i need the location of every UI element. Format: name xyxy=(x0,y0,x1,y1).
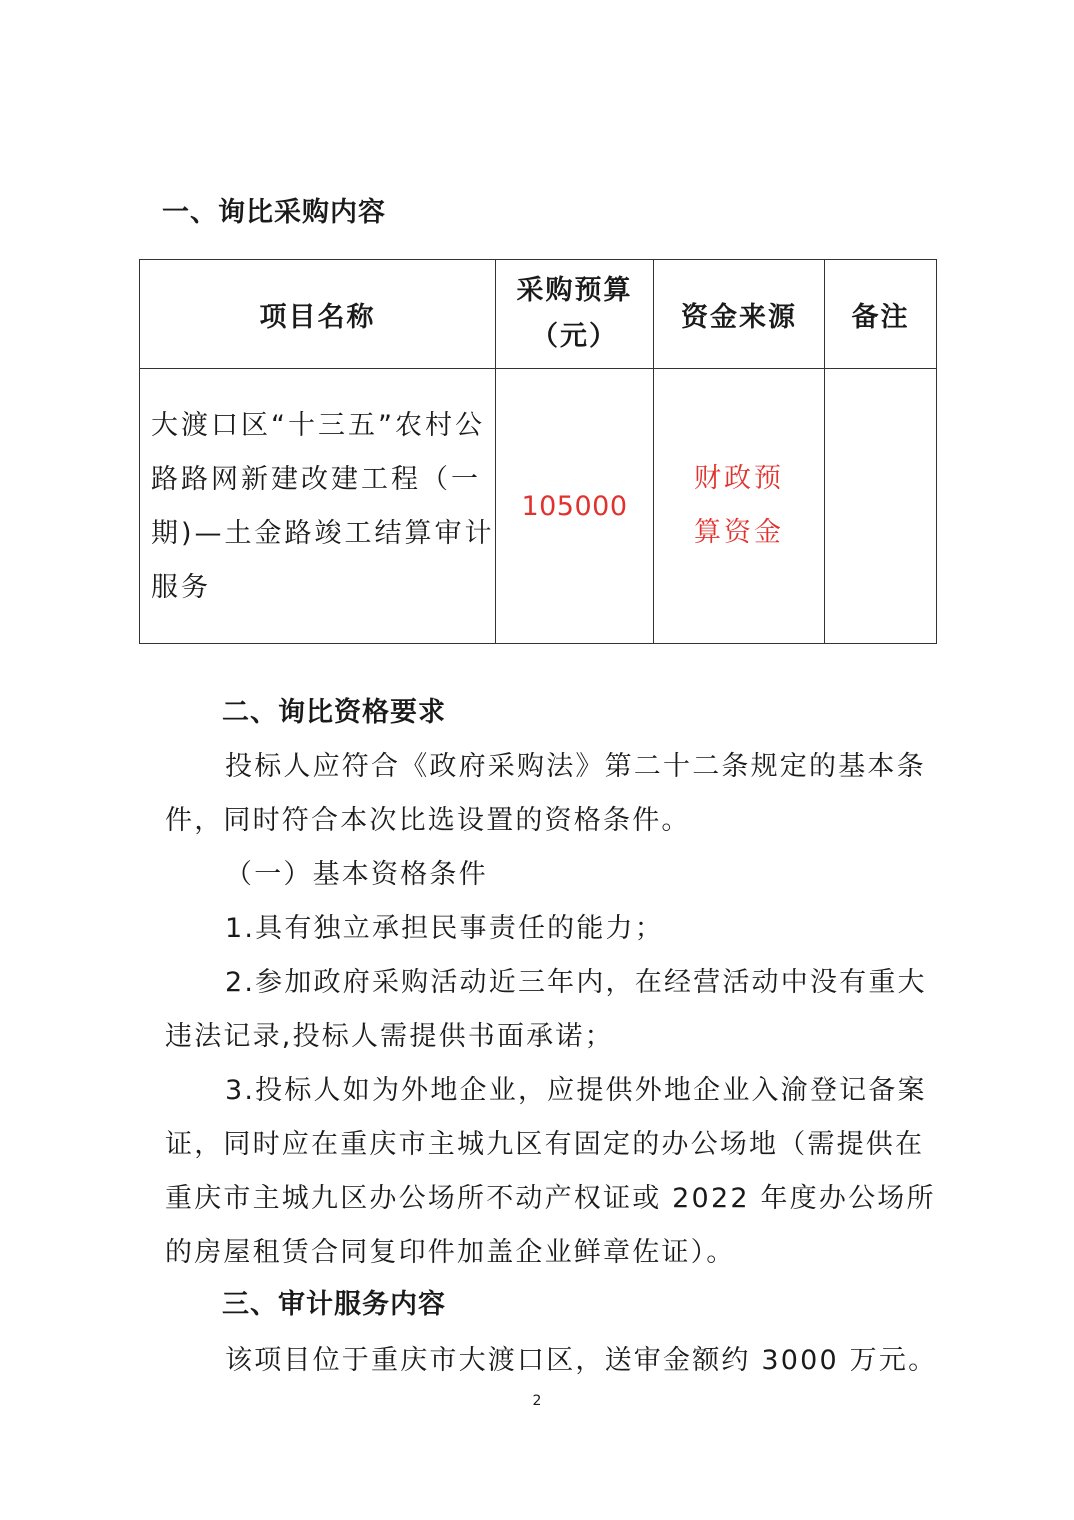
project-name-line: 期)—土金路竣工结算审计 xyxy=(151,518,495,549)
section-heading-3: 三、审计服务内容 xyxy=(222,1289,446,1320)
header-fund-source-text: 资金来源 xyxy=(681,301,797,333)
qualification-item-1: 1.具有独立承担民事责任的能力； xyxy=(225,913,664,944)
cell-fund-source xyxy=(654,369,825,644)
qualification-item-3-cont: 证，同时应在重庆市主城九区有固定的办公场地（需提供在 xyxy=(165,1129,925,1160)
project-name-line: 大渡口区“十三五”农村公 xyxy=(151,410,485,441)
qualification-item-3-cont: 重庆市主城九区办公场所不动产权证或 2022 年度办公场所 xyxy=(165,1183,936,1214)
header-budget-line2: （元） xyxy=(531,321,618,352)
procurement-table xyxy=(139,259,937,644)
section-heading-2: 二、询比资格要求 xyxy=(222,697,446,728)
header-note-text: 备注 xyxy=(851,301,910,333)
cell-budget xyxy=(496,369,654,644)
header-project-name-text: 项目名称 xyxy=(259,301,376,333)
sub-heading-basic-qualification: （一）基本资格条件 xyxy=(225,859,488,890)
paragraph-line: 件，同时符合本次比选设置的资格条件。 xyxy=(165,805,691,836)
section-heading-1: 一、询比采购内容 xyxy=(162,197,386,228)
fund-source-line: 财政预 xyxy=(694,463,784,494)
table-row xyxy=(140,369,937,644)
fund-source-line: 算资金 xyxy=(694,517,784,548)
cell-note xyxy=(825,369,937,644)
header-budget xyxy=(496,260,654,369)
page-number: 2 xyxy=(532,1393,542,1409)
qualification-item-2: 2.参加政府采购活动近三年内，在经营活动中没有重大 xyxy=(225,967,927,998)
project-name-line: 服务 xyxy=(151,572,211,603)
budget-value: 105000 xyxy=(521,490,628,522)
header-fund-source xyxy=(654,260,825,369)
paragraph-line: 投标人应符合《政府采购法》第二十二条规定的基本条 xyxy=(225,751,926,782)
header-project-name xyxy=(140,260,496,369)
project-name-line: 路路网新建改建工程（一 xyxy=(151,464,481,495)
qualification-item-2-cont: 违法记录,投标人需提供书面承诺； xyxy=(165,1021,614,1052)
audit-service-description: 该项目位于重庆市大渡口区，送审金额约 3000 万元。 xyxy=(225,1345,938,1376)
qualification-item-3-cont: 的房屋租赁合同复印件加盖企业鲜章佐证）。 xyxy=(165,1237,736,1268)
header-note xyxy=(825,260,937,369)
qualification-item-3: 3.投标人如为外地企业，应提供外地企业入渝登记备案 xyxy=(225,1075,927,1106)
header-budget-line1: 采购预算 xyxy=(516,275,633,306)
cell-project-name xyxy=(140,369,496,644)
table-header-row xyxy=(140,260,937,369)
